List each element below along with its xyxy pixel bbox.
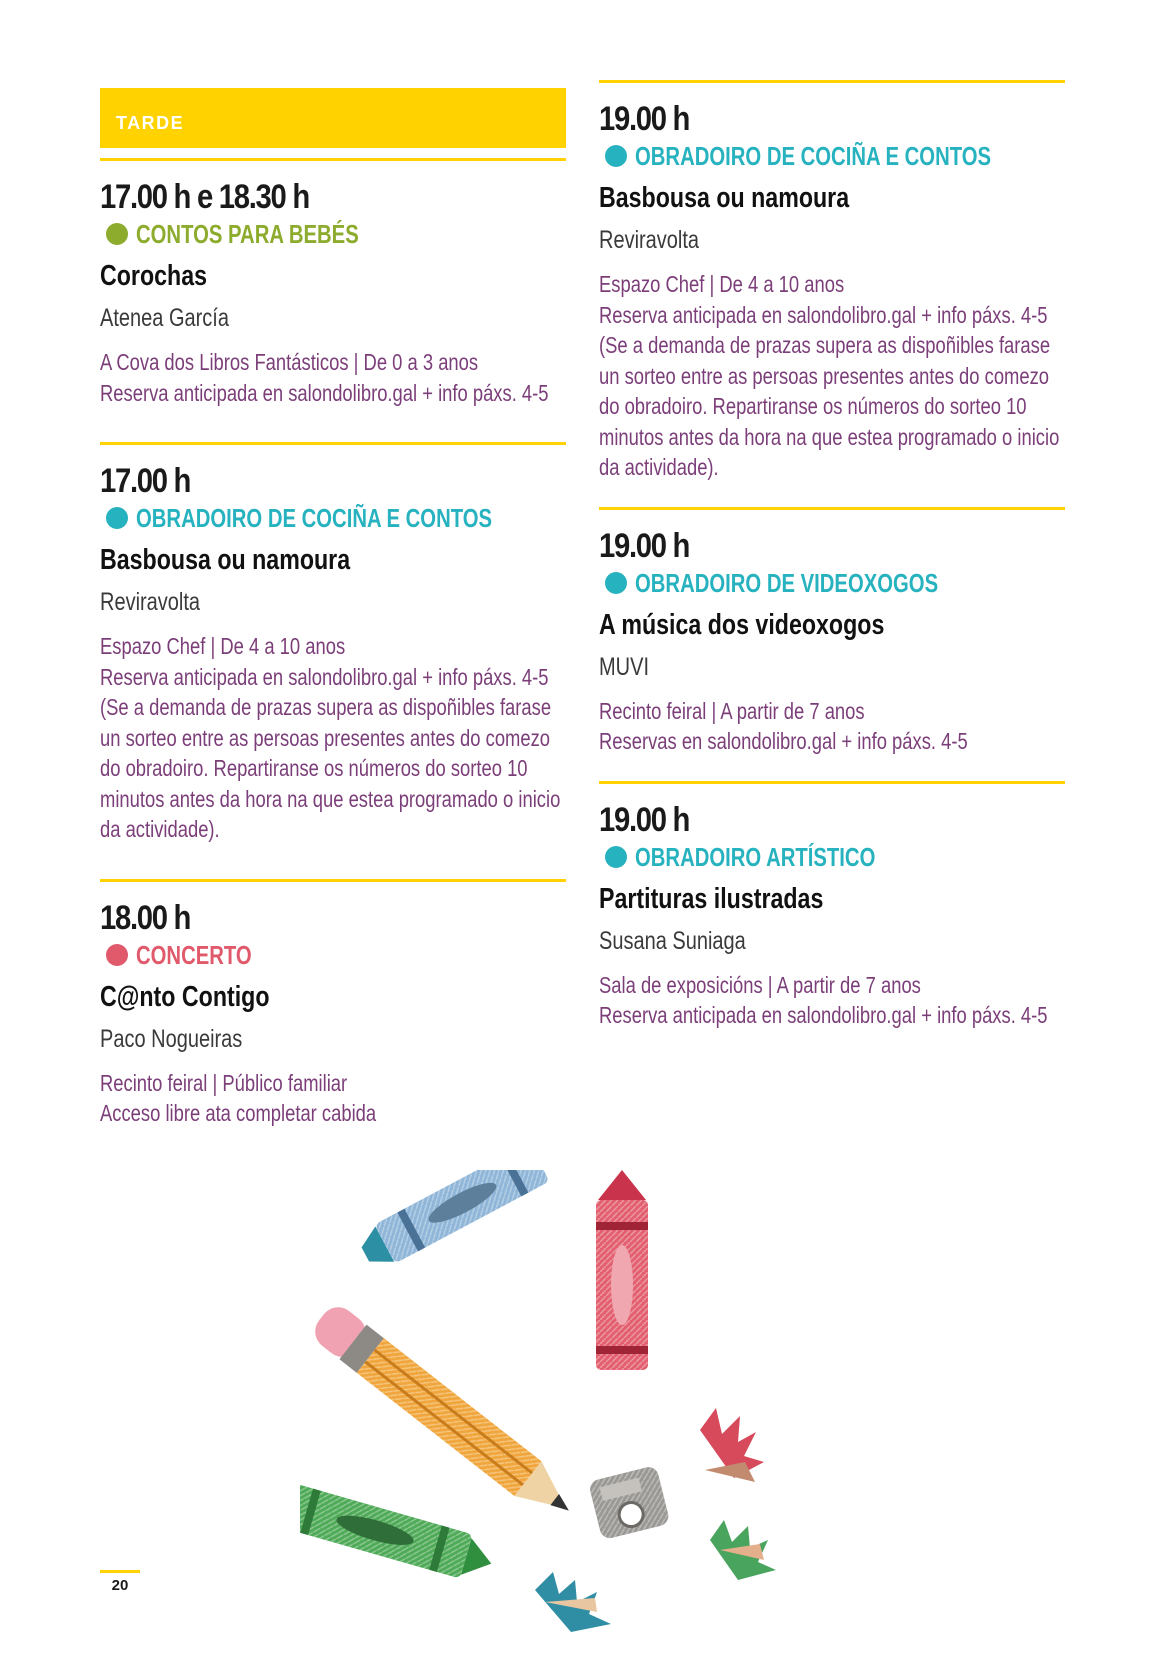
- event-time: 19.00 h: [599, 100, 690, 138]
- stationery-illustration: [300, 1170, 860, 1654]
- event-time: 17.00 h: [100, 462, 191, 500]
- section-banner: [100, 88, 566, 148]
- event-info-line: un sorteo entre as persoas presentes antes do comezo: [100, 724, 551, 751]
- event-title: Partituras ilustradas: [599, 882, 824, 915]
- event-info-line: Sala de exposicións | A partir de 7 anos: [599, 971, 921, 998]
- event-info-line: Recinto feiral | Público familiar: [100, 1069, 348, 1096]
- event-author: Susana Suniaga: [599, 926, 746, 955]
- section-label: TARDE: [116, 113, 185, 133]
- event-title: Basbousa ou namoura: [100, 544, 351, 576]
- event-author: Atenea García: [100, 304, 229, 332]
- event-category-label: OBRADOIRO DE VIDEOXOGOS: [635, 567, 939, 598]
- event-category: [106, 503, 566, 533]
- event-category: [106, 940, 566, 970]
- event-info-line: Reserva anticipada en salondolibro.gal + info páxs. 4-5: [100, 663, 549, 690]
- page-number: 20: [100, 1570, 140, 1594]
- event-title: A música dos videoxogos: [599, 608, 885, 641]
- event-info-line: Reserva anticipada en salondolibro.gal + info páxs. 4-5: [599, 301, 1048, 328]
- event-time: 19.00 h: [599, 526, 690, 565]
- event-title: C@nto Contigo: [100, 980, 270, 1013]
- event-author: Paco Nogueiras: [100, 1024, 243, 1053]
- event-info-line: Reserva anticipada en salondolibro.gal + info páxs. 4-5: [599, 1002, 1048, 1028]
- event-info-line: (Se a demanda de prazas supera as dispoñibles farase: [100, 694, 552, 720]
- event-info-line: do obradoiro. Repartiranse os números do sorteo 10: [599, 393, 1027, 419]
- event-info: [599, 696, 1065, 757]
- event-block: [100, 879, 566, 1153]
- event-info-line: Espazo Chef | De 4 a 10 anos: [599, 271, 845, 297]
- right-events-list: [599, 80, 1065, 1055]
- event-block: [599, 80, 1065, 507]
- event-info-line: minutos antes da hora na que estea programado o inicio: [599, 423, 1060, 450]
- event-info: [599, 970, 1065, 1031]
- event-category-label: CONCERTO: [136, 939, 252, 970]
- red-crayon-icon: [596, 1170, 648, 1370]
- event-category: [106, 219, 566, 249]
- event-author: Reviravolta: [100, 588, 201, 616]
- event-info: [100, 631, 566, 845]
- event-author: MUVI: [599, 652, 649, 681]
- event-info-line: Reservas en salondolibro.gal + info páxs. 4-5: [599, 728, 968, 754]
- category-dot-icon: [106, 944, 128, 966]
- event-block: [100, 442, 566, 869]
- event-info-line: Acceso libre ata completar cabida: [100, 1100, 377, 1126]
- event-info-line: Recinto feiral | A partir de 7 anos: [599, 697, 865, 724]
- category-dot-icon: [605, 846, 627, 868]
- event-time: 19.00 h: [599, 800, 690, 839]
- pencil-icon: [308, 1300, 583, 1528]
- category-dot-icon: [106, 223, 128, 245]
- event-block: [599, 507, 1065, 781]
- event-info-line: un sorteo entre as persoas presentes antes do comezo: [599, 362, 1050, 389]
- category-dot-icon: [605, 145, 627, 167]
- event-title: Basbousa ou namoura: [599, 182, 850, 214]
- green-crayon-icon: [300, 1482, 498, 1586]
- event-info-line: do obradoiro. Repartiranse os números do sorteo 10: [100, 755, 528, 781]
- event-category: [605, 842, 1065, 872]
- sharpener-icon: [588, 1465, 670, 1540]
- event-block: [100, 158, 566, 432]
- event-time: 18.00 h: [100, 898, 191, 937]
- event-info-line: da actividade).: [100, 816, 220, 842]
- event-info-line: da actividade).: [599, 454, 719, 480]
- event-info-line: Espazo Chef | De 4 a 10 anos: [100, 633, 346, 659]
- event-category: [605, 141, 1065, 171]
- event-info-line: (Se a demanda de prazas supera as dispoñibles farase: [599, 332, 1051, 358]
- event-category-label: CONTOS PARA BEBÉS: [136, 219, 359, 249]
- event-info-line: Reserva anticipada en salondolibro.gal + info páxs. 4-5: [100, 379, 549, 406]
- category-dot-icon: [106, 507, 128, 529]
- left-column: [100, 88, 566, 1153]
- blue-crayon-icon: [355, 1170, 550, 1274]
- event-info: [599, 269, 1065, 483]
- right-column: [599, 80, 1065, 1055]
- event-category-label: OBRADOIRO DE COCIÑA E CONTOS: [136, 503, 493, 533]
- event-time: 17.00 h e 18.30 h: [100, 178, 309, 216]
- event-info-line: minutos antes da hora na que estea programado o inicio: [100, 785, 561, 812]
- event-author: Reviravolta: [599, 226, 700, 254]
- event-title: Corochas: [100, 260, 208, 292]
- left-events-list: [100, 158, 566, 1153]
- category-dot-icon: [605, 572, 627, 594]
- event-block: [599, 781, 1065, 1055]
- event-category-label: OBRADOIRO DE COCIÑA E CONTOS: [635, 141, 992, 171]
- event-info: [100, 1068, 566, 1129]
- event-info-line: A Cova dos Libros Fantásticos | De 0 a 3 anos: [100, 349, 479, 375]
- event-category-label: OBRADOIRO ARTÍSTICO: [635, 841, 876, 872]
- event-info: [100, 347, 566, 408]
- event-category: [605, 568, 1065, 598]
